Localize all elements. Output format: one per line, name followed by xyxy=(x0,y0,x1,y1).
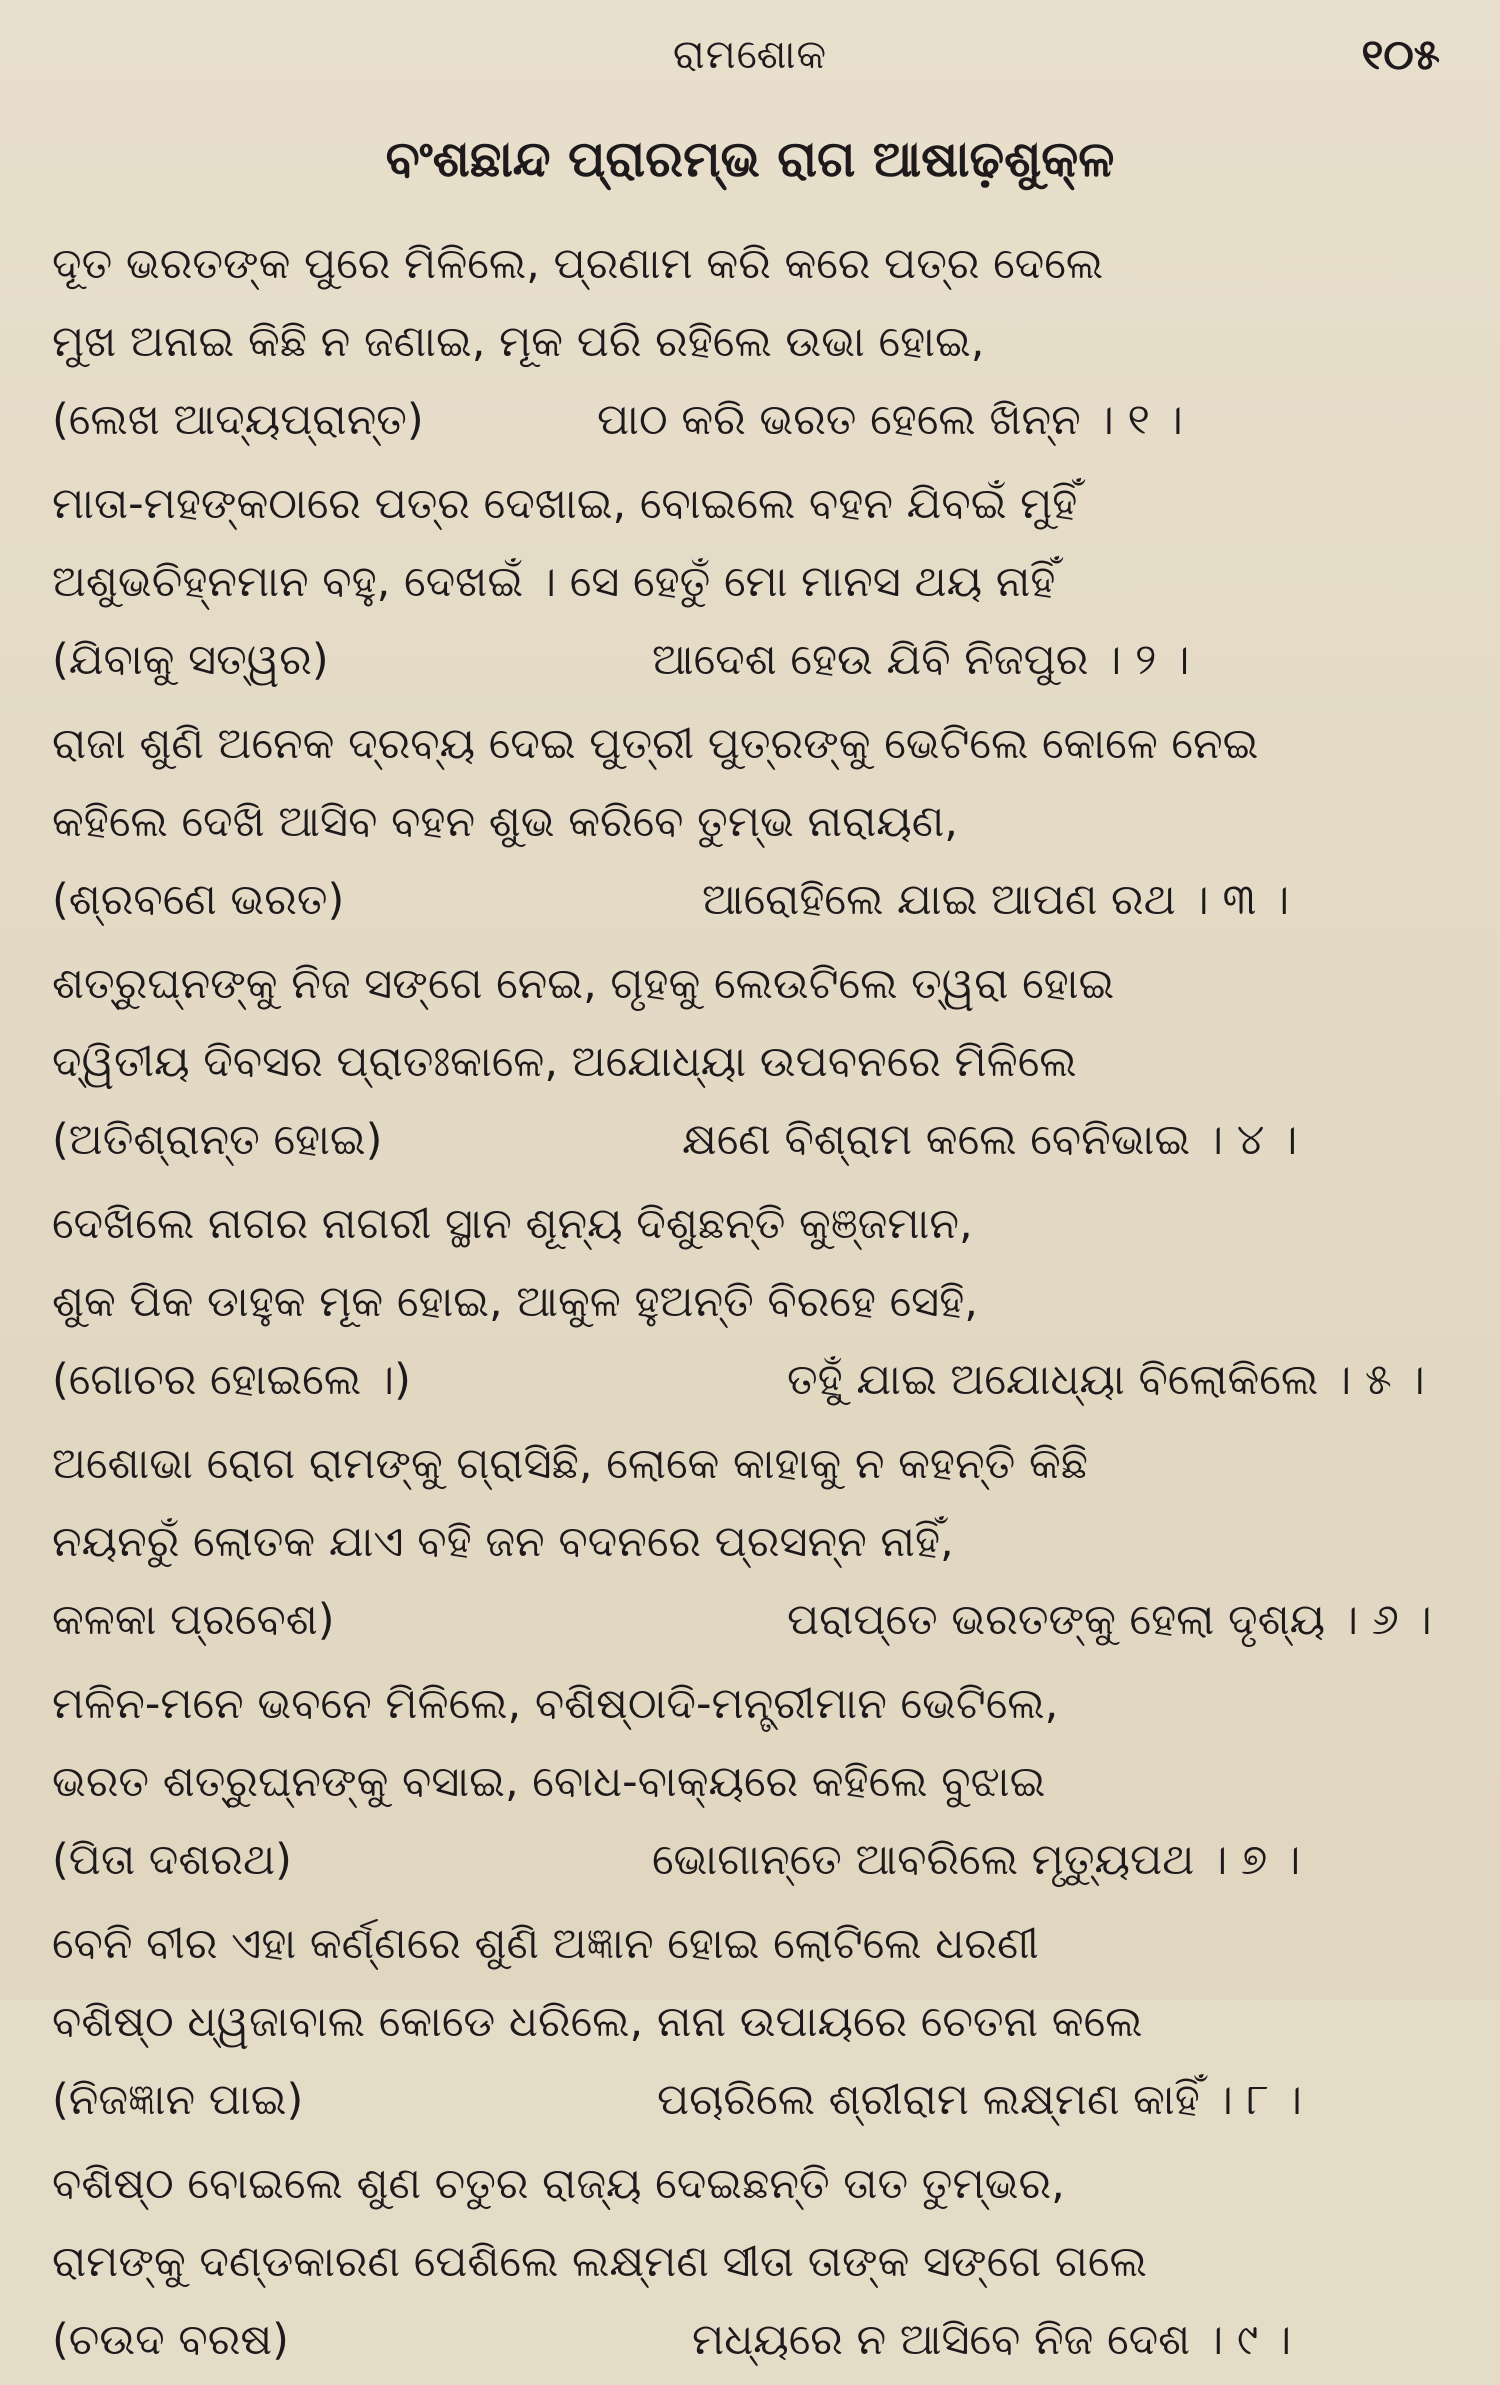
refrain-tail: ଆରୋହିଲେ ଯାଇ ଆପଣ ରଥ । ୩ । xyxy=(702,875,1290,925)
refrain-line xyxy=(52,861,1462,939)
verse-line: ମାତା-ମହଙ୍କଠାରେ ପତ୍ର ଦେଖାଇ, ବୋଇଲେ ବହନ ଯିବଇଁ ମୁହିଁ xyxy=(52,479,1078,529)
stanza-8 xyxy=(52,1905,1462,2139)
stanza-5 xyxy=(52,1185,1462,1419)
stanza-4 xyxy=(52,945,1462,1179)
stanza-7 xyxy=(52,1665,1462,1899)
verse-line: ରାଜା ଶୁଣି ଅନେକ ଦ୍ରବ୍ୟ ଦେଇ ପୁତ୍ରୀ ପୁତ୍ରଙ୍କୁ ଭେଟିଲେ କୋଳେ ନେଇ xyxy=(52,719,1259,769)
refrain-tail: ଆଦେଶ ହେଉ ଯିବି ନିଜପୁର । ୨ । xyxy=(652,635,1190,685)
verse-line: ଶତ୍ରୁଘ୍ନଙ୍କୁ ନିଜ ସଙ୍ଗେ ନେଇ, ଗୃହକୁ ଲେଉଟିଲେ ତ୍ୱରା ହୋଇ xyxy=(52,959,1115,1009)
refrain-tail: ତହୁଁ ଯାଇ ଅଯୋଧ୍ୟା ବିଲୋକିଲେ । ୫ । xyxy=(787,1355,1425,1405)
verse-block xyxy=(52,225,1462,2385)
refrain-line xyxy=(52,1101,1462,1179)
verse-line: କହିଲେ ଦେଖି ଆସିବ ବହନ ଶୁଭ କରିବେ ତୁମ୍ଭ ନାରାୟଣ, xyxy=(52,797,958,847)
refrain-tail: ଭୋଗାନ୍ତେ ଆବରିଲେ ମୃତ୍ୟୁପଥ । ୭ । xyxy=(652,1835,1301,1885)
section-title: ବଂଶଛାନ୍ଦ ପ୍ରାରମ୍ଭ ରାଗ ଆଷାଢ଼ଶୁକ୍ଳ xyxy=(385,130,1115,188)
stanza-3 xyxy=(52,705,1462,939)
refrain-tail: ମଧ୍ୟରେ ନ ଆସିବେ ନିଜ ଦେଶ । ୯ । xyxy=(692,2315,1292,2365)
verse-line: ଅଶୁଭଚିହ୍ନମାନ ବହୁ, ଦେଖଇଁ । ସେ ହେତୁଁ ମୋ ମାନସ ଥୟ ନାହିଁ xyxy=(52,557,1056,607)
verse-line: ନୟନରୁଁ ଲୋତକ ଯାଏ ବହି ଜନ ବଦନରେ ପ୍ରସନ୍ନ ନାହିଁ, xyxy=(52,1517,954,1567)
refrain-line xyxy=(52,1341,1462,1419)
running-head: ରାମଶୋକ xyxy=(672,32,828,78)
refrain-lead: (ଚଉଦ ବରଷ) xyxy=(52,2315,289,2365)
refrain-tail: ପରାପ୍ତେ ଭରତଙ୍କୁ ହେଲା ଦୃଶ୍ୟ । ୬ । xyxy=(787,1595,1432,1645)
refrain-line xyxy=(52,2061,1462,2139)
verse-line: ଶୁକ ପିକ ଡାହୁକ ମୂକ ହୋଇ, ଆକୁଳ ହୁଅନ୍ତି ବିରହେ ସେହି, xyxy=(52,1277,978,1327)
refrain-tail: ପାଠ କରି ଭରତ ହେଲେ ଖିନ୍ନ । ୧ । xyxy=(597,395,1183,445)
refrain-lead: (ଶ୍ରବଣେ ଭରତ) xyxy=(52,875,345,925)
refrain-lead: (ଯିବାକୁ ସତ୍ୱର) xyxy=(52,635,329,685)
refrain-line xyxy=(52,1581,1462,1659)
verse-line: ଦୂତ ଭରତଙ୍କ ପୁରେ ମିଳିଲେ, ପ୍ରଣାମ କରି କରେ ପତ୍ର ଦେଲେ xyxy=(52,239,1104,289)
verse-line: ଅଶୋଭା ରୋଗ ରାମଙ୍କୁ ଗ୍ରାସିଛି, ଲୋକେ କାହାକୁ ନ କହନ୍ତି କିଛି xyxy=(52,1439,1088,1489)
refrain-line xyxy=(52,1821,1462,1899)
verse-line: ଦ୍ୱିତୀୟ ଦିବସର ପ୍ରାତଃକାଳେ, ଅଯୋଧ୍ୟା ଉପବନରେ ମିଳିଲେ xyxy=(52,1037,1077,1087)
verse-line: ମୁଖ ଅନାଇ କିଛି ନ ଜଣାଇ, ମୂକ ପରି ରହିଲେ ଉଭା ହୋଇ, xyxy=(52,317,985,367)
verse-line: ରାମଙ୍କୁ ଦଣ୍ଡକାରଣ ପେଶିଲେ ଲକ୍ଷ୍ମଣ ସୀତା ତାଙ୍କ ସଙ୍ଗେ ଗଲେ xyxy=(52,2237,1147,2287)
refrain-line xyxy=(52,621,1462,699)
verse-line: ବଶିଷ୍ଠ ବୋଇଲେ ଶୁଣ ଚତୁର ରାଜ୍ୟ ଦେଇଛନ୍ତି ତାତ ତୁମ୍ଭର, xyxy=(52,2159,1065,2209)
refrain-line xyxy=(52,381,1462,459)
page-number: ୧୦୫ xyxy=(1361,30,1440,79)
refrain-tail: ପଚାରିଲେ ଶ୍ରୀରାମ ଲକ୍ଷ୍ମଣ କାହିଁ । ୮ । xyxy=(657,2075,1302,2125)
stanza-1 xyxy=(52,225,1462,459)
verse-line: ମଳିନ-ମନେ ଭବନେ ମିଳିଲେ, ବଶିଷ୍ଠାଦି-ମନ୍ତ୍ରୀମାନ ଭେଟିଲେ, xyxy=(52,1679,1059,1729)
refrain-lead: କଳକା ପ୍ରବେଶ) xyxy=(52,1595,335,1645)
refrain-lead: (ନିଜଜ୍ଞାନ ପାଇ) xyxy=(52,2075,304,2125)
stanza-9 xyxy=(52,2145,1462,2379)
refrain-tail: କ୍ଷଣେ ବିଶ୍ରାମ କଲେ ବେନିଭାଇ । ୪ । xyxy=(682,1115,1298,1165)
stanza-2 xyxy=(52,465,1462,699)
refrain-lead: (ଲେଖ ଆଦ୍ୟପ୍ରାନ୍ତ) xyxy=(52,395,424,445)
refrain-lead: (ଗୋଚର ହୋଇଲେ ।) xyxy=(52,1355,411,1405)
refrain-line xyxy=(52,2301,1462,2379)
verse-line: ବଶିଷ୍ଠ ଧ୍ୱଜାବାଲ କୋଡେ ଧରିଲେ, ନାନା ଉପାୟରେ ଚେତନା କଲେ xyxy=(52,1997,1143,2047)
refrain-lead: (ଅତିଶ୍ରାନ୍ତ ହୋଇ) xyxy=(52,1115,383,1165)
stanza-6 xyxy=(52,1425,1462,1659)
verse-line: ଦେଖିଲେ ନାଗର ନାଗରୀ ସ୍ଥାନ ଶୂନ୍ୟ ଦିଶୁଛନ୍ତି କୁଞ୍ଜମାନ, xyxy=(52,1199,973,1249)
refrain-lead: (ପିତା ଦଶରଥ) xyxy=(52,1835,292,1885)
verse-line: ବେନି ବୀର ଏହା କର୍ଣ୍ଣରେ ଶୁଣି ଅଜ୍ଞାନ ହୋଇ ଲୋଟିଲେ ଧରଣୀ xyxy=(52,1919,1039,1969)
verse-line: ଭରତ ଶତ୍ରୁଘ୍ନଙ୍କୁ ବସାଇ, ବୋଧ-ବାକ୍ୟରେ କହିଲେ ବୁଝାଇ xyxy=(52,1757,1046,1807)
